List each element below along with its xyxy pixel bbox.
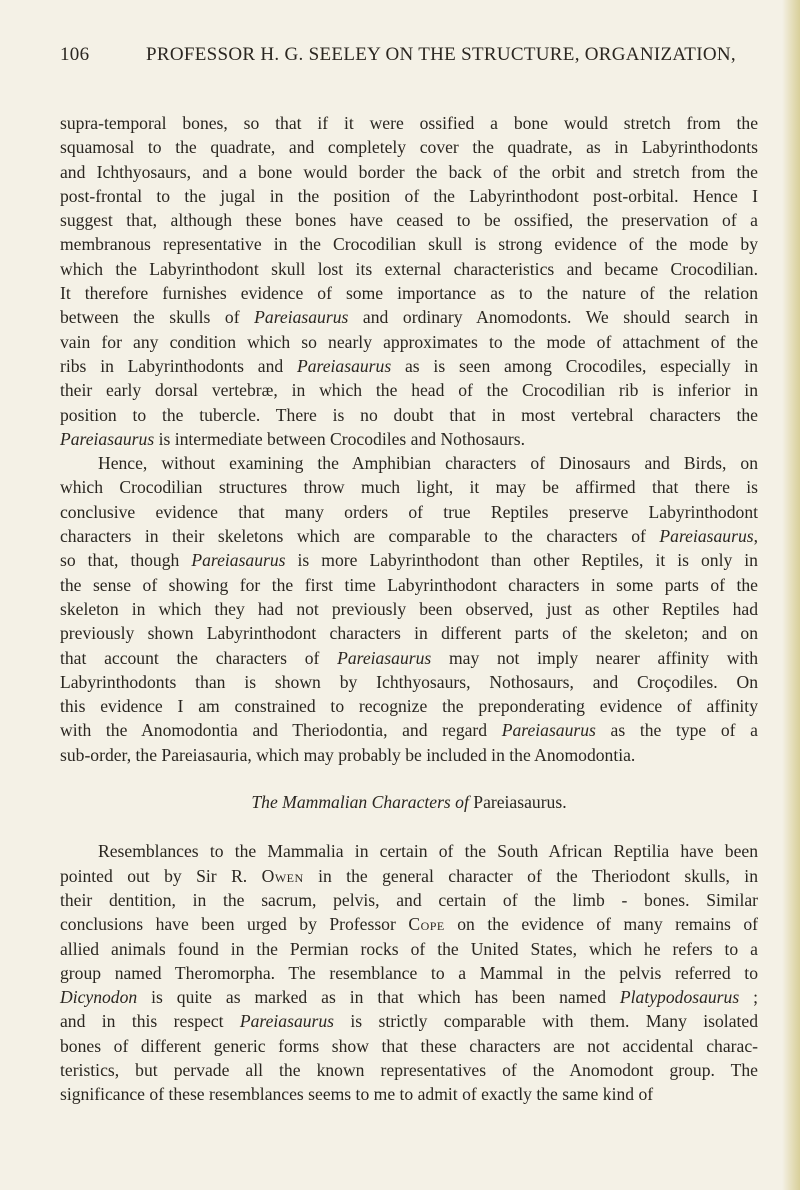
paragraph-3 (60, 839, 758, 1106)
text-line: which the Labyrinthodont skull lost its external characteristics and became Crocodilian. (60, 258, 758, 279)
text-line: so that, though Pareiasaurus is more Labyrinthodont than other Reptiles, it is only in (60, 550, 758, 571)
text-line: ribs in Labyrinthodonts and Pareiasaurus as is seen among Crocodiles, especially in (60, 355, 758, 376)
text-line: characters in their skeletons which are comparable to the characters of Pareiasaurus, (60, 526, 758, 547)
section-heading-italic: The Mammalian Characters of (251, 792, 469, 813)
text-line: post-frontal to the jugal in the position of the Labyrinthodont post-orbital. Hence I (60, 185, 758, 206)
page-header (60, 44, 760, 72)
text-line: squamosal to the quadrate, and completely cover the quadrate, as in Labyrinthodonts (60, 137, 758, 158)
running-title: PROFESSOR H. G. SEELEY ON THE STRUCTURE, ORGANIZATION, (146, 44, 736, 65)
paragraph-2 (60, 451, 758, 767)
italic-term: Pareiasaurus (191, 550, 286, 571)
italic-term: Dicynodon (60, 987, 138, 1008)
paragraph-1 (60, 111, 758, 451)
text-line: and Ichthyosaurs, and a bone would border the back of the orbit and stretch from the (60, 161, 758, 182)
text-line: skeleton in which they had not previously been observed, just as other Reptiles had (60, 598, 758, 619)
page-number: 106 (60, 44, 90, 65)
text-line: teristics, but pervade all the known representatives of the Anomodont group. The (60, 1059, 758, 1080)
text-line: the sense of showing for the first time Labyrinthodont characters in some parts of the (60, 574, 758, 595)
text-line: Pareiasaurus is intermediate between Crocodiles and Nothosaurs. (60, 428, 526, 449)
text-line: which Crocodilian structures throw much light, it may be affirmed that there is (60, 477, 758, 498)
author-name: Owen (261, 865, 304, 886)
text-line: conclusive evidence that many orders of true Reptiles preserve Labyrinthodont (60, 501, 758, 522)
text-line: bones of different generic forms show that these characters are not accidental charac- (60, 1035, 758, 1056)
text-line: their dentition, in the sacrum, pelvis, and certain of the limb - bones. Similar (60, 889, 758, 910)
text-line: pointed out by Sir R. Owen in the general character of the Theriodont skulls, in (60, 865, 758, 886)
text-line: Labyrinthodonts than is shown by Ichthyosaurs, Nothosaurs, and Croçodiles. On (60, 671, 758, 692)
text-line: sub-order, the Pareiasauria, which may probably be included in the Anomodontia. (60, 744, 636, 765)
text-line: It therefore furnishes evidence of some importance as to the nature of the relation (60, 283, 758, 304)
text-line: previously shown Labyrinthodont characters in different parts of the skeleton; and on (60, 623, 758, 644)
italic-term: Pareiasaurus (254, 307, 349, 328)
text-line: suggest that, although these bones have ceased to be ossified, the preservation of a (60, 210, 758, 231)
text-line: Dicynodon is quite as marked as in that which has been named Platypodosaurus ; (60, 987, 758, 1008)
italic-term: Pareiasaurus (501, 720, 596, 741)
text-line: supra-temporal bones, so that if it were ossified a bone would stretch from the (60, 113, 758, 133)
text-line: allied animals found in the Permian rocks of the United States, which he refers to a (60, 938, 758, 959)
italic-term: Platypodosaurus (619, 987, 740, 1008)
text-line: Resemblances to the Mammalia in certain of the South African Reptilia have been (98, 841, 758, 862)
text-line: position to the tubercle. There is no doubt that in most vertebral characters the (60, 404, 758, 425)
italic-term: Pareiasaurus (337, 647, 432, 668)
author-name: Cope (408, 914, 445, 935)
text-line: Hence, without examining the Amphibian characters of Dinosaurs and Birds, on (98, 453, 758, 474)
body-text (60, 111, 758, 1107)
text-line: and in this respect Pareiasaurus is strictly comparable with them. Many isolated (60, 1011, 758, 1032)
text-line: that account the characters of Pareiasaurus may not imply nearer affinity with (60, 647, 759, 668)
italic-term: Pareiasaurus (659, 526, 754, 547)
text-line: significance of these resemblances seems to me to admit of exactly the same kind of (60, 1084, 654, 1105)
italic-term: Pareiasaurus (297, 355, 392, 376)
text-line: group named Theromorpha. The resemblance to a Mammal in the pelvis referred to (60, 962, 758, 983)
text-line: membranous representative in the Crocodilian skull is strong evidence of the mode by (60, 234, 758, 255)
section-heading-roman: Pareiasaurus. (473, 792, 567, 813)
text-line: vain for any condition which so nearly approximates to the mode of attachment of the (60, 331, 758, 352)
text-line: with the Anomodontia and Theriodontia, and regard Pareiasaurus as the type of a (60, 720, 758, 741)
text-line: their early dorsal vertebræ, in which the head of the Crocodilian rib is inferior in (60, 380, 758, 401)
italic-term: Pareiasaurus (239, 1011, 335, 1032)
text-line: this evidence I am constrained to recognize the preponderating evidence of affinity (60, 696, 758, 717)
section-heading (60, 790, 758, 814)
page-edge (782, 0, 800, 1190)
text-line: conclusions have been urged by Professor Cope on the evidence of many remains of (60, 914, 758, 935)
italic-term: Pareiasaurus (60, 428, 155, 449)
text-line: between the skulls of Pareiasaurus and ordinary Anomodonts. We should search in (60, 307, 758, 328)
